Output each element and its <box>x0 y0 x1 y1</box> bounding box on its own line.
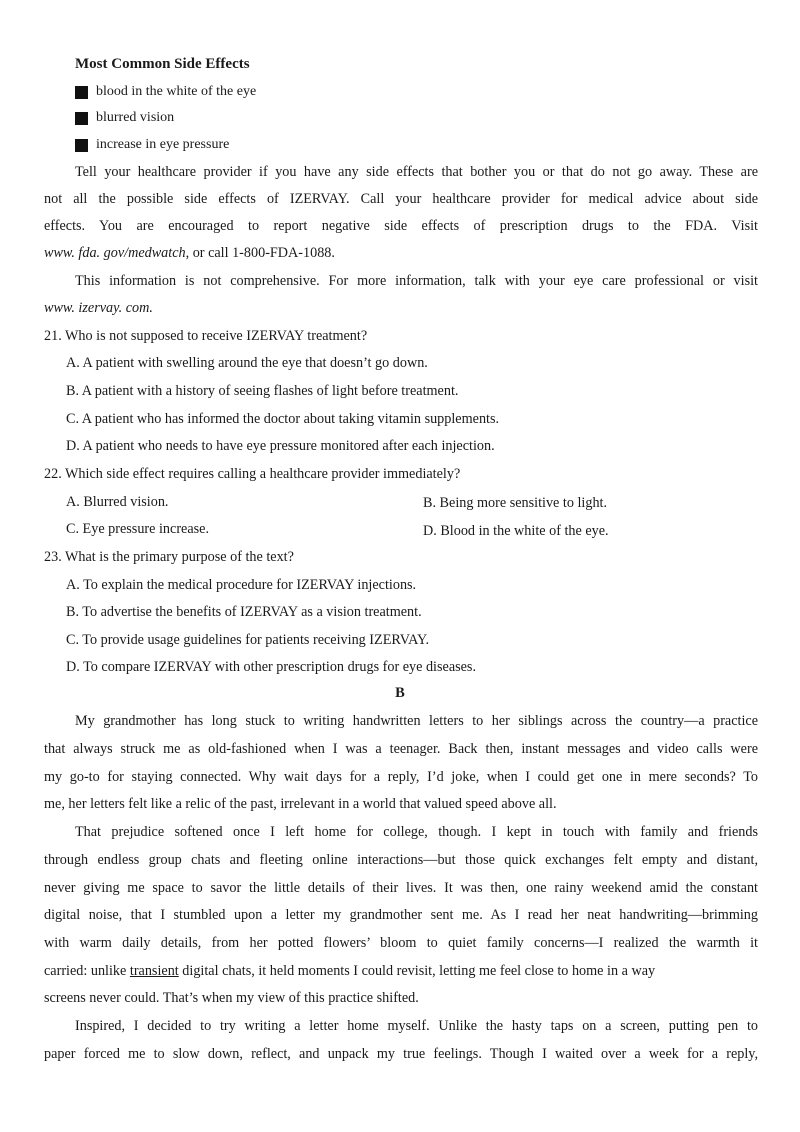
passage-text: carried: unlike <box>44 963 130 979</box>
paragraph-line <box>44 245 335 262</box>
question-stem: 21. Who is not supposed to receive IZERVAY treatment? <box>44 328 368 344</box>
answer-option: D. To compare IZERVAY with other prescription drugs for eye diseases. <box>66 659 477 675</box>
side-effect-text: blurred vision <box>96 110 175 125</box>
answer-option: A. Blurred vision. <box>66 494 169 510</box>
question-stem: 23. What is the primary purpose of the text? <box>44 549 294 565</box>
answer-option: B. A patient with a history of seeing flashes of light before treatment. <box>66 383 459 399</box>
answer-option: C. Eye pressure increase. <box>66 521 209 537</box>
passage-line: never giving me space to savor the little details of their lives. It was then, one rainy weekend amid the constant <box>44 880 758 896</box>
passage-line: My grandmother has long stuck to writing handwritten letters to her siblings across the country—a practice <box>75 713 758 729</box>
answer-option: D. Blood in the white of the eye. <box>423 523 609 539</box>
side-effect-item <box>75 110 174 126</box>
paragraph-line: not all the possible side effects of IZERVAY. Call your healthcare provider for medical advice about side <box>44 191 758 207</box>
passage-line <box>44 963 758 980</box>
answer-option: A. To explain the medical procedure for IZERVAY injections. <box>66 577 417 593</box>
passage-line: that always struck me as old-fashioned when I was a teenager. Back then, instant messages and video calls were <box>44 741 758 757</box>
passage-line: paper forced me to slow down, reflect, and unpack my true feelings. Though I waited over a week for a reply, <box>44 1046 758 1062</box>
passage-text: digital chats, it held moments I could revisit, letting me feel close to home in a way <box>178 963 656 979</box>
paragraph-line: effects. You are encouraged to report negative side effects of prescription drugs to the FDA. Visit <box>44 218 758 234</box>
section-heading: B <box>395 685 405 701</box>
passage-line: me, her letters felt like a relic of the past, irrelevant in a world that valued speed above all. <box>44 796 557 812</box>
paragraph-line: Tell your healthcare provider if you have any side effects that bother you or that do not go away. These are <box>75 164 758 180</box>
answer-option: A. A patient with swelling around the eye that doesn’t go down. <box>66 355 428 371</box>
square-bullet-icon <box>75 112 88 125</box>
side-effects-heading: Most Common Side Effects <box>75 56 250 72</box>
izervay-link[interactable]: www. izervay. com. <box>44 300 153 316</box>
paragraph-line: This information is not comprehensive. For more information, talk with your eye care professional or visit <box>75 273 758 289</box>
answer-option: D. A patient who needs to have eye pressure monitored after each injection. <box>66 438 495 454</box>
passage-line: through endless group chats and fleeting online interactions—but those quick exchanges felt empty and distant, <box>44 852 758 868</box>
passage-line: Inspired, I decided to try writing a letter home myself. Unlike the hasty taps on a screen, putting pen to <box>75 1018 758 1034</box>
side-effect-item <box>75 84 256 100</box>
passage-line: That prejudice softened once I left home for college, though. I kept in touch with family and friends <box>75 824 758 840</box>
answer-option: C. A patient who has informed the doctor about taking vitamin supplements. <box>66 411 500 427</box>
square-bullet-icon <box>75 86 88 99</box>
square-bullet-icon <box>75 139 88 152</box>
side-effect-text: blood in the white of the eye <box>96 84 257 99</box>
answer-option: C. To provide usage guidelines for patients receiving IZERVAY. <box>66 632 430 648</box>
answer-option: B. Being more sensitive to light. <box>423 495 608 511</box>
phone-text: , or call 1-800-FDA-1088. <box>185 245 335 261</box>
question-stem: 22. Which side effect requires calling a healthcare provider immediately? <box>44 466 461 482</box>
passage-line: screens never could. That’s when my view of this practice shifted. <box>44 990 419 1006</box>
answer-option: B. To advertise the benefits of IZERVAY as a vision treatment. <box>66 604 422 620</box>
passage-line: my go-to for staying connected. Why wait days for a reply, I’d joke, when I could get one in mere seconds? To <box>44 769 758 785</box>
side-effect-item <box>75 137 229 153</box>
fda-link[interactable]: www. fda. gov/medwatch <box>44 245 186 261</box>
passage-line: digital noise, that I stumbled upon a letter my grandmother sent me. As I read her neat handwriting—brimming <box>44 907 758 923</box>
side-effect-text: increase in eye pressure <box>96 137 230 152</box>
passage-line: with warm daily details, from her potted flowers’ bloom to quiet family concerns—I realized the warmth it <box>44 935 758 951</box>
underlined-word: transient <box>129 963 179 979</box>
